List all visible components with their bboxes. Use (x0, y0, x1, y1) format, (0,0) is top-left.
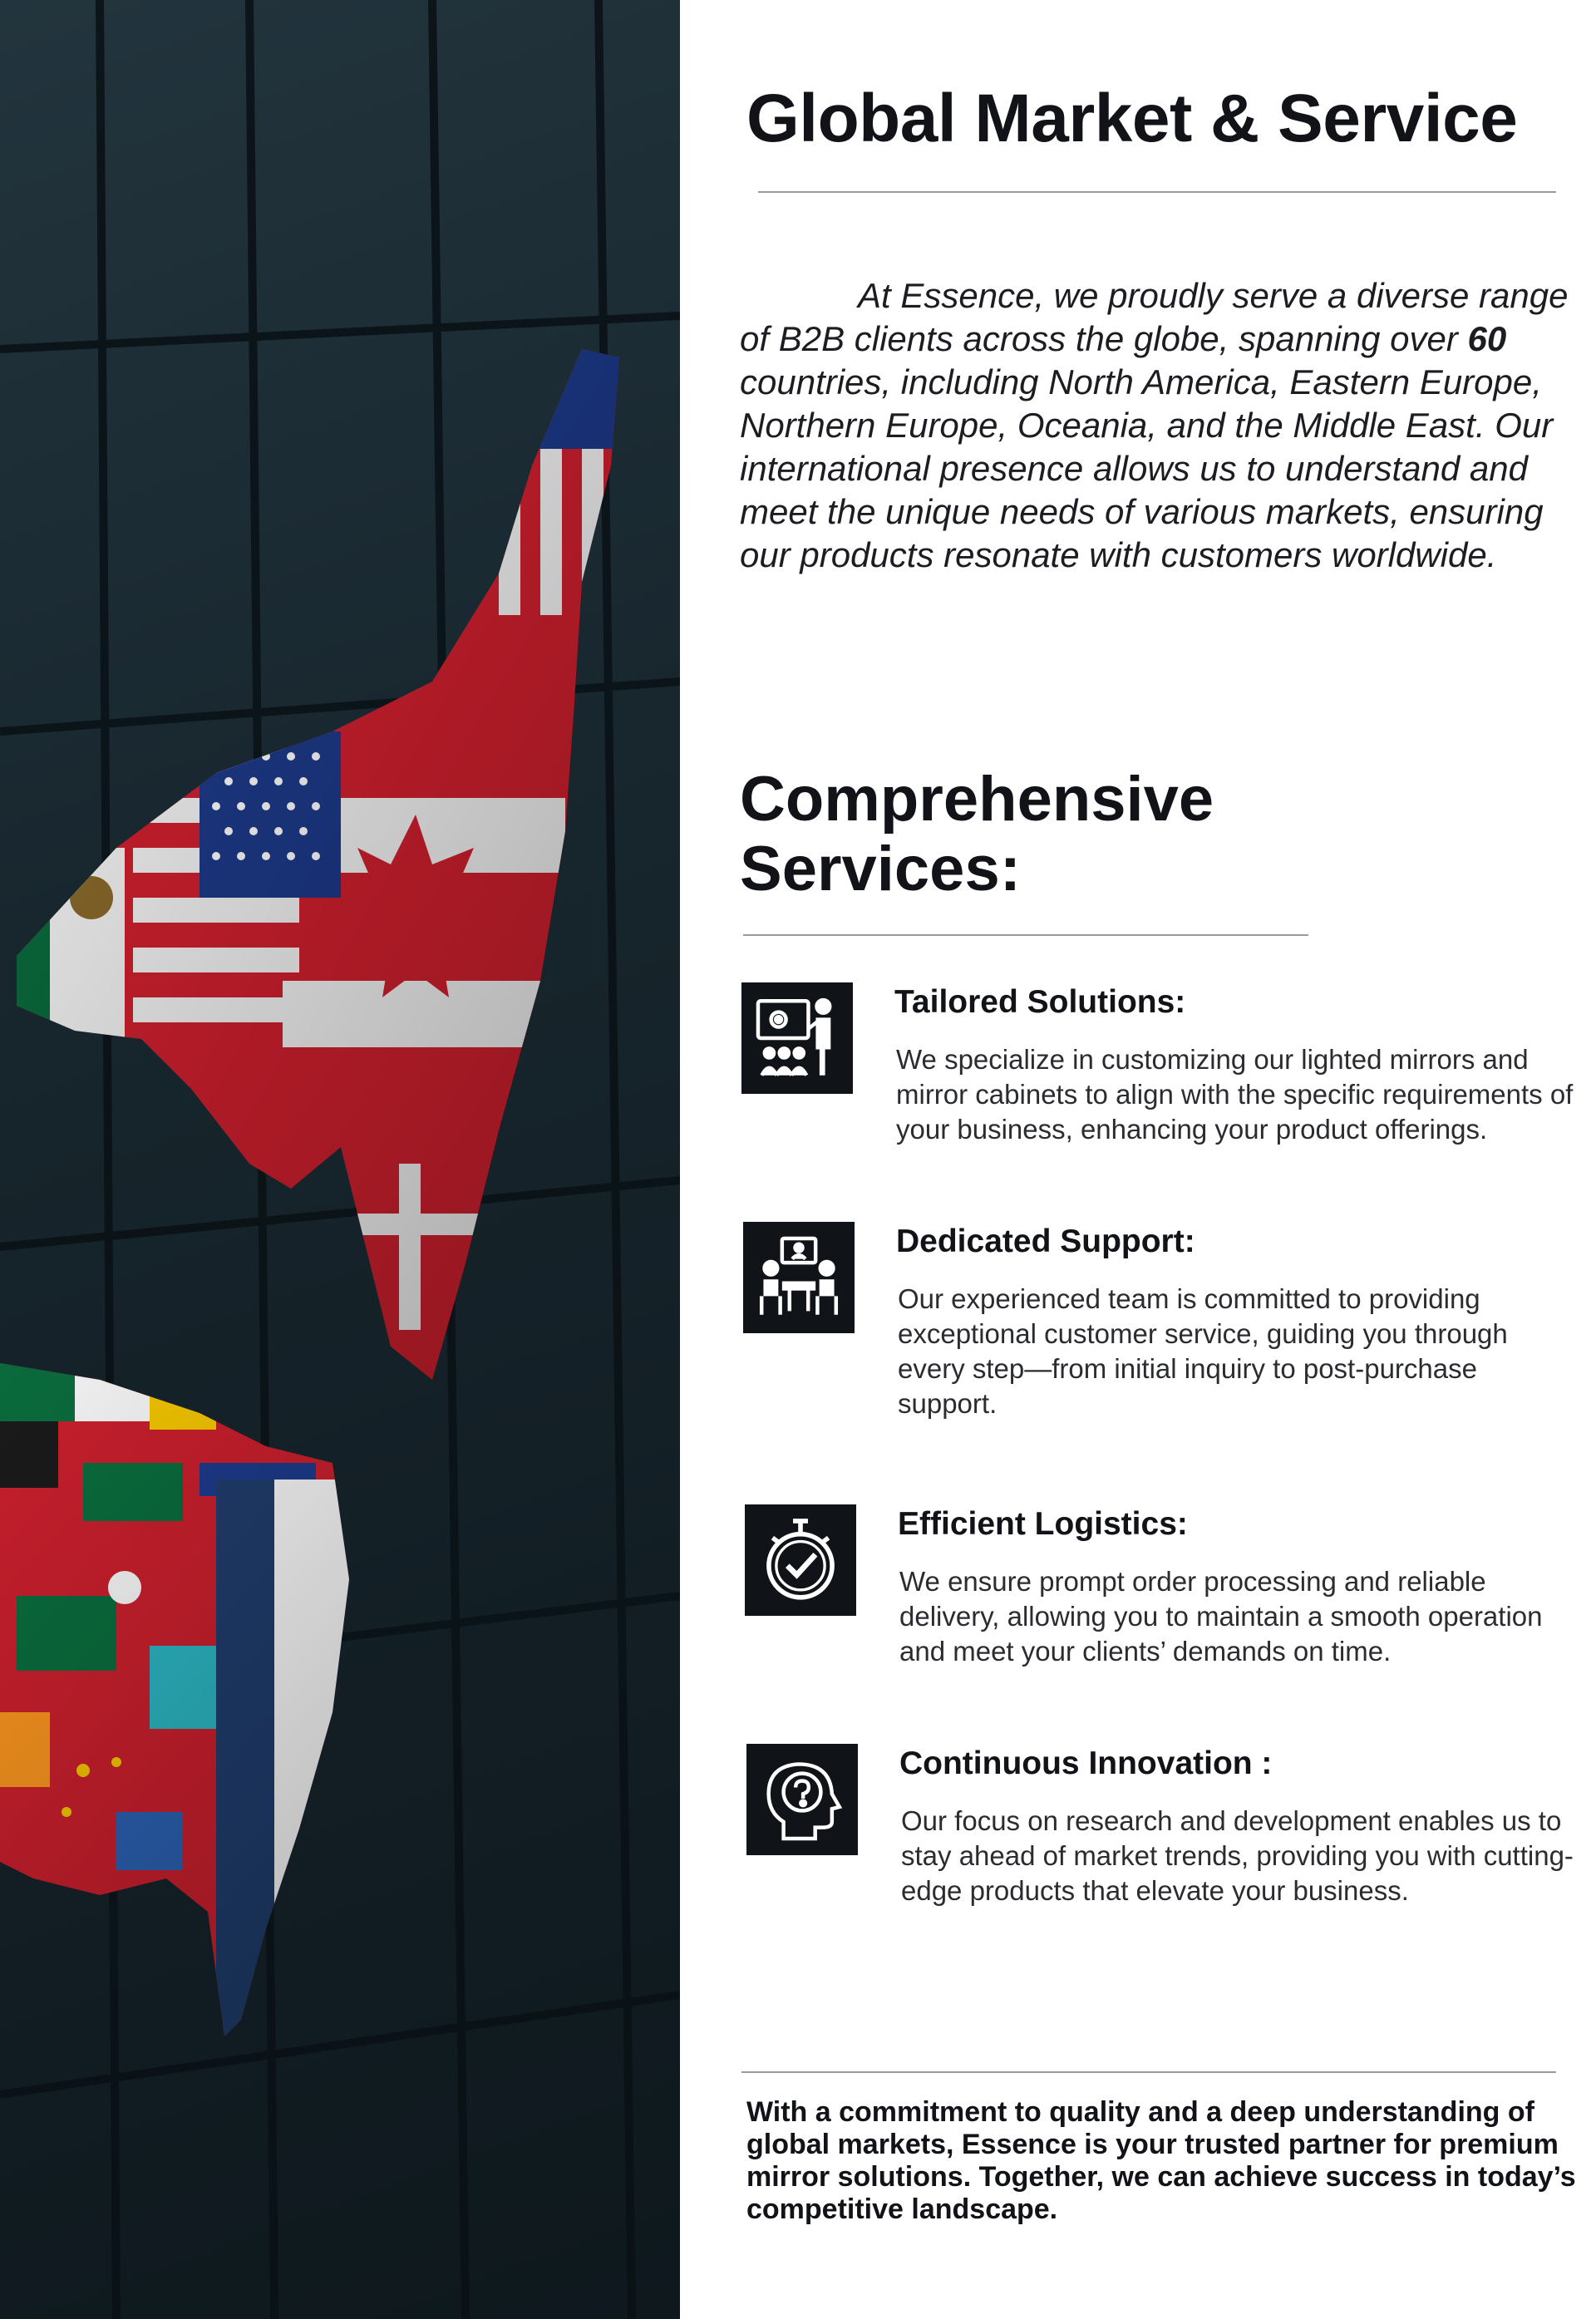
europe-asia-flags (0, 1330, 680, 2078)
intro-text-part1: At Essence, we proudly serve a diverse range of B2B clients across the globe, spanning over (740, 276, 1569, 358)
service-tailored-solutions (741, 982, 1596, 1199)
intro-text-part2: countries, including North America, Eastern Europe, Northern Europe, Oceania, and the Middle East. Our international presence allows us to understand and meet the unique needs of various markets, ensuring our products resonate with customers worldwide. (740, 362, 1554, 574)
intro-paragraph (740, 274, 1571, 577)
title-divider (758, 191, 1556, 193)
world-flag-map-image (0, 0, 680, 2319)
service-efficient-logistics (745, 1504, 1596, 1721)
service-continuous-innovation (746, 1744, 1596, 1960)
services-heading-line1: Comprehensive (740, 764, 1214, 835)
services-divider (743, 934, 1308, 936)
page-title: Global Market & Service (746, 81, 1518, 156)
services-heading-line2: Services: (740, 834, 1022, 904)
service-description: Our focus on research and development enables us to stay ahead of market trends, providing you with cutting-edge products that elevate your business. (901, 1805, 1574, 1906)
closing-divider (741, 2071, 1556, 2073)
country-count: 60 (1467, 319, 1507, 358)
service-dedicated-support (743, 1222, 1596, 1438)
service-description: We specialize in customizing our lighted mirrors and mirror cabinets to align with the specific requirements of your business, enhancing your product offerings. (896, 1044, 1574, 1145)
presentation-icon (741, 982, 853, 1094)
head-question-icon (746, 1744, 858, 1855)
services-heading (740, 765, 1405, 904)
content-panel (680, 0, 1596, 2319)
service-description: Our experienced team is committed to providing exceptional customer service, guiding you through every step—from initial inquiry to post-purchase support. (898, 1283, 1508, 1419)
closing-statement: With a commitment to quality and a deep understanding of global markets, Essence is your trusted partner for premium mirror solutions. Together, we can achieve success in today’s competitive landscape. (746, 2096, 1576, 2225)
meeting-icon (743, 1222, 855, 1333)
stopwatch-icon (745, 1504, 856, 1616)
service-title: Tailored Solutions: (894, 984, 1186, 1020)
service-title: Efficient Logistics: (898, 1506, 1188, 1542)
service-title: Dedicated Support: (896, 1224, 1195, 1259)
flag-map-illustration (0, 0, 680, 2319)
service-title: Continuous Innovation : (899, 1745, 1273, 1781)
service-description: We ensure prompt order processing and reliable delivery, allowing you to maintain a smooth operation and meet your clients’ demands on time. (899, 1566, 1543, 1667)
